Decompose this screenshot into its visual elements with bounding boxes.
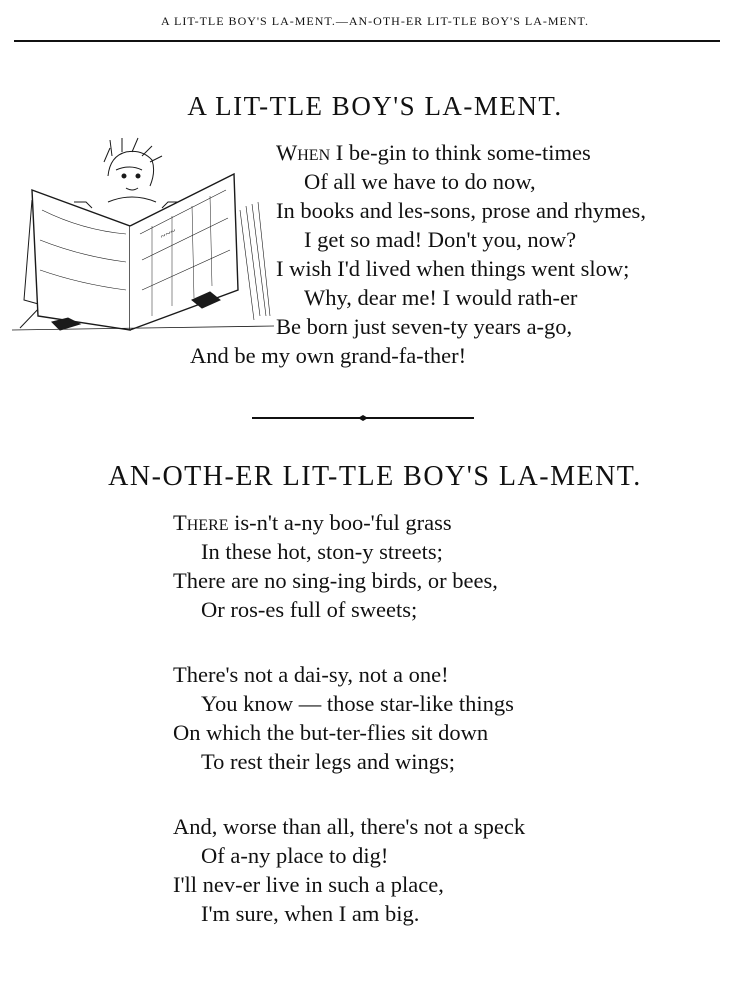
drop-word: There — [173, 510, 229, 535]
running-head: A LIT-TLE BOY'S LA-MENT.—AN-OTH-ER LIT-TLE BOY'S LA-MENT. — [161, 14, 589, 28]
poem-2-line: You know — those star-like things — [201, 691, 514, 716]
stanza-break — [173, 624, 525, 660]
poem-2-line: Of a-ny place to dig! — [201, 843, 389, 868]
poem-2-line: Or ros-es full of sweets; — [201, 597, 418, 622]
poem-1-line-1-rest: I be-gin to think some-times — [330, 140, 591, 165]
poem-2-line: There's not a dai-sy, not a one! — [173, 662, 449, 687]
poem-1-line: I get so mad! Don't you, now? — [304, 227, 577, 252]
poem-2-line: I'll nev-er live in such a place, — [173, 872, 444, 897]
poem-1-line: Of all we have to do now, — [304, 169, 536, 194]
poem-2-line-1 — [173, 508, 525, 537]
poem-1-line: I wish I'd lived when things went slow; — [276, 256, 630, 281]
poem-1-line: In books and les-sons, prose and rhymes, — [276, 198, 646, 223]
poem-1-title: A LIT-TLE BOY'S LA-MENT. — [187, 91, 563, 121]
poem-2-line: And, worse than all, there's not a speck — [173, 814, 526, 839]
drop-word: When — [276, 140, 331, 165]
poem-2-line-1-rest: is-n't a-ny boo-'ful grass — [228, 510, 452, 535]
poem-1-line: And be my own grand-fa-ther! — [190, 343, 467, 368]
ornamental-divider — [252, 412, 474, 424]
poem-2-line: On which the but-ter-flies sit down — [173, 720, 489, 745]
poem-1-line-1 — [190, 138, 646, 167]
poem-1-line: Why, dear me! I would rath-er — [304, 285, 578, 310]
svg-text:~~~: ~~~ — [158, 225, 178, 243]
poem-1-line: Be born just seven-ty years a-go, — [276, 314, 573, 339]
poem-2-line: To rest their legs and wings; — [201, 749, 456, 774]
poem-2-title: AN-OTH-ER LIT-TLE BOY'S LA-MENT. — [108, 461, 642, 492]
poem-2-text — [173, 508, 525, 928]
stanza-break — [173, 776, 525, 812]
poem-1-text — [190, 138, 646, 370]
poem-2-line: I'm sure, when I am big. — [201, 901, 420, 926]
poem-2-line: In these hot, ston-y streets; — [201, 539, 443, 564]
poem-2-line: There are no sing-ing birds, or bees, — [173, 568, 498, 593]
header-rule — [14, 40, 720, 42]
